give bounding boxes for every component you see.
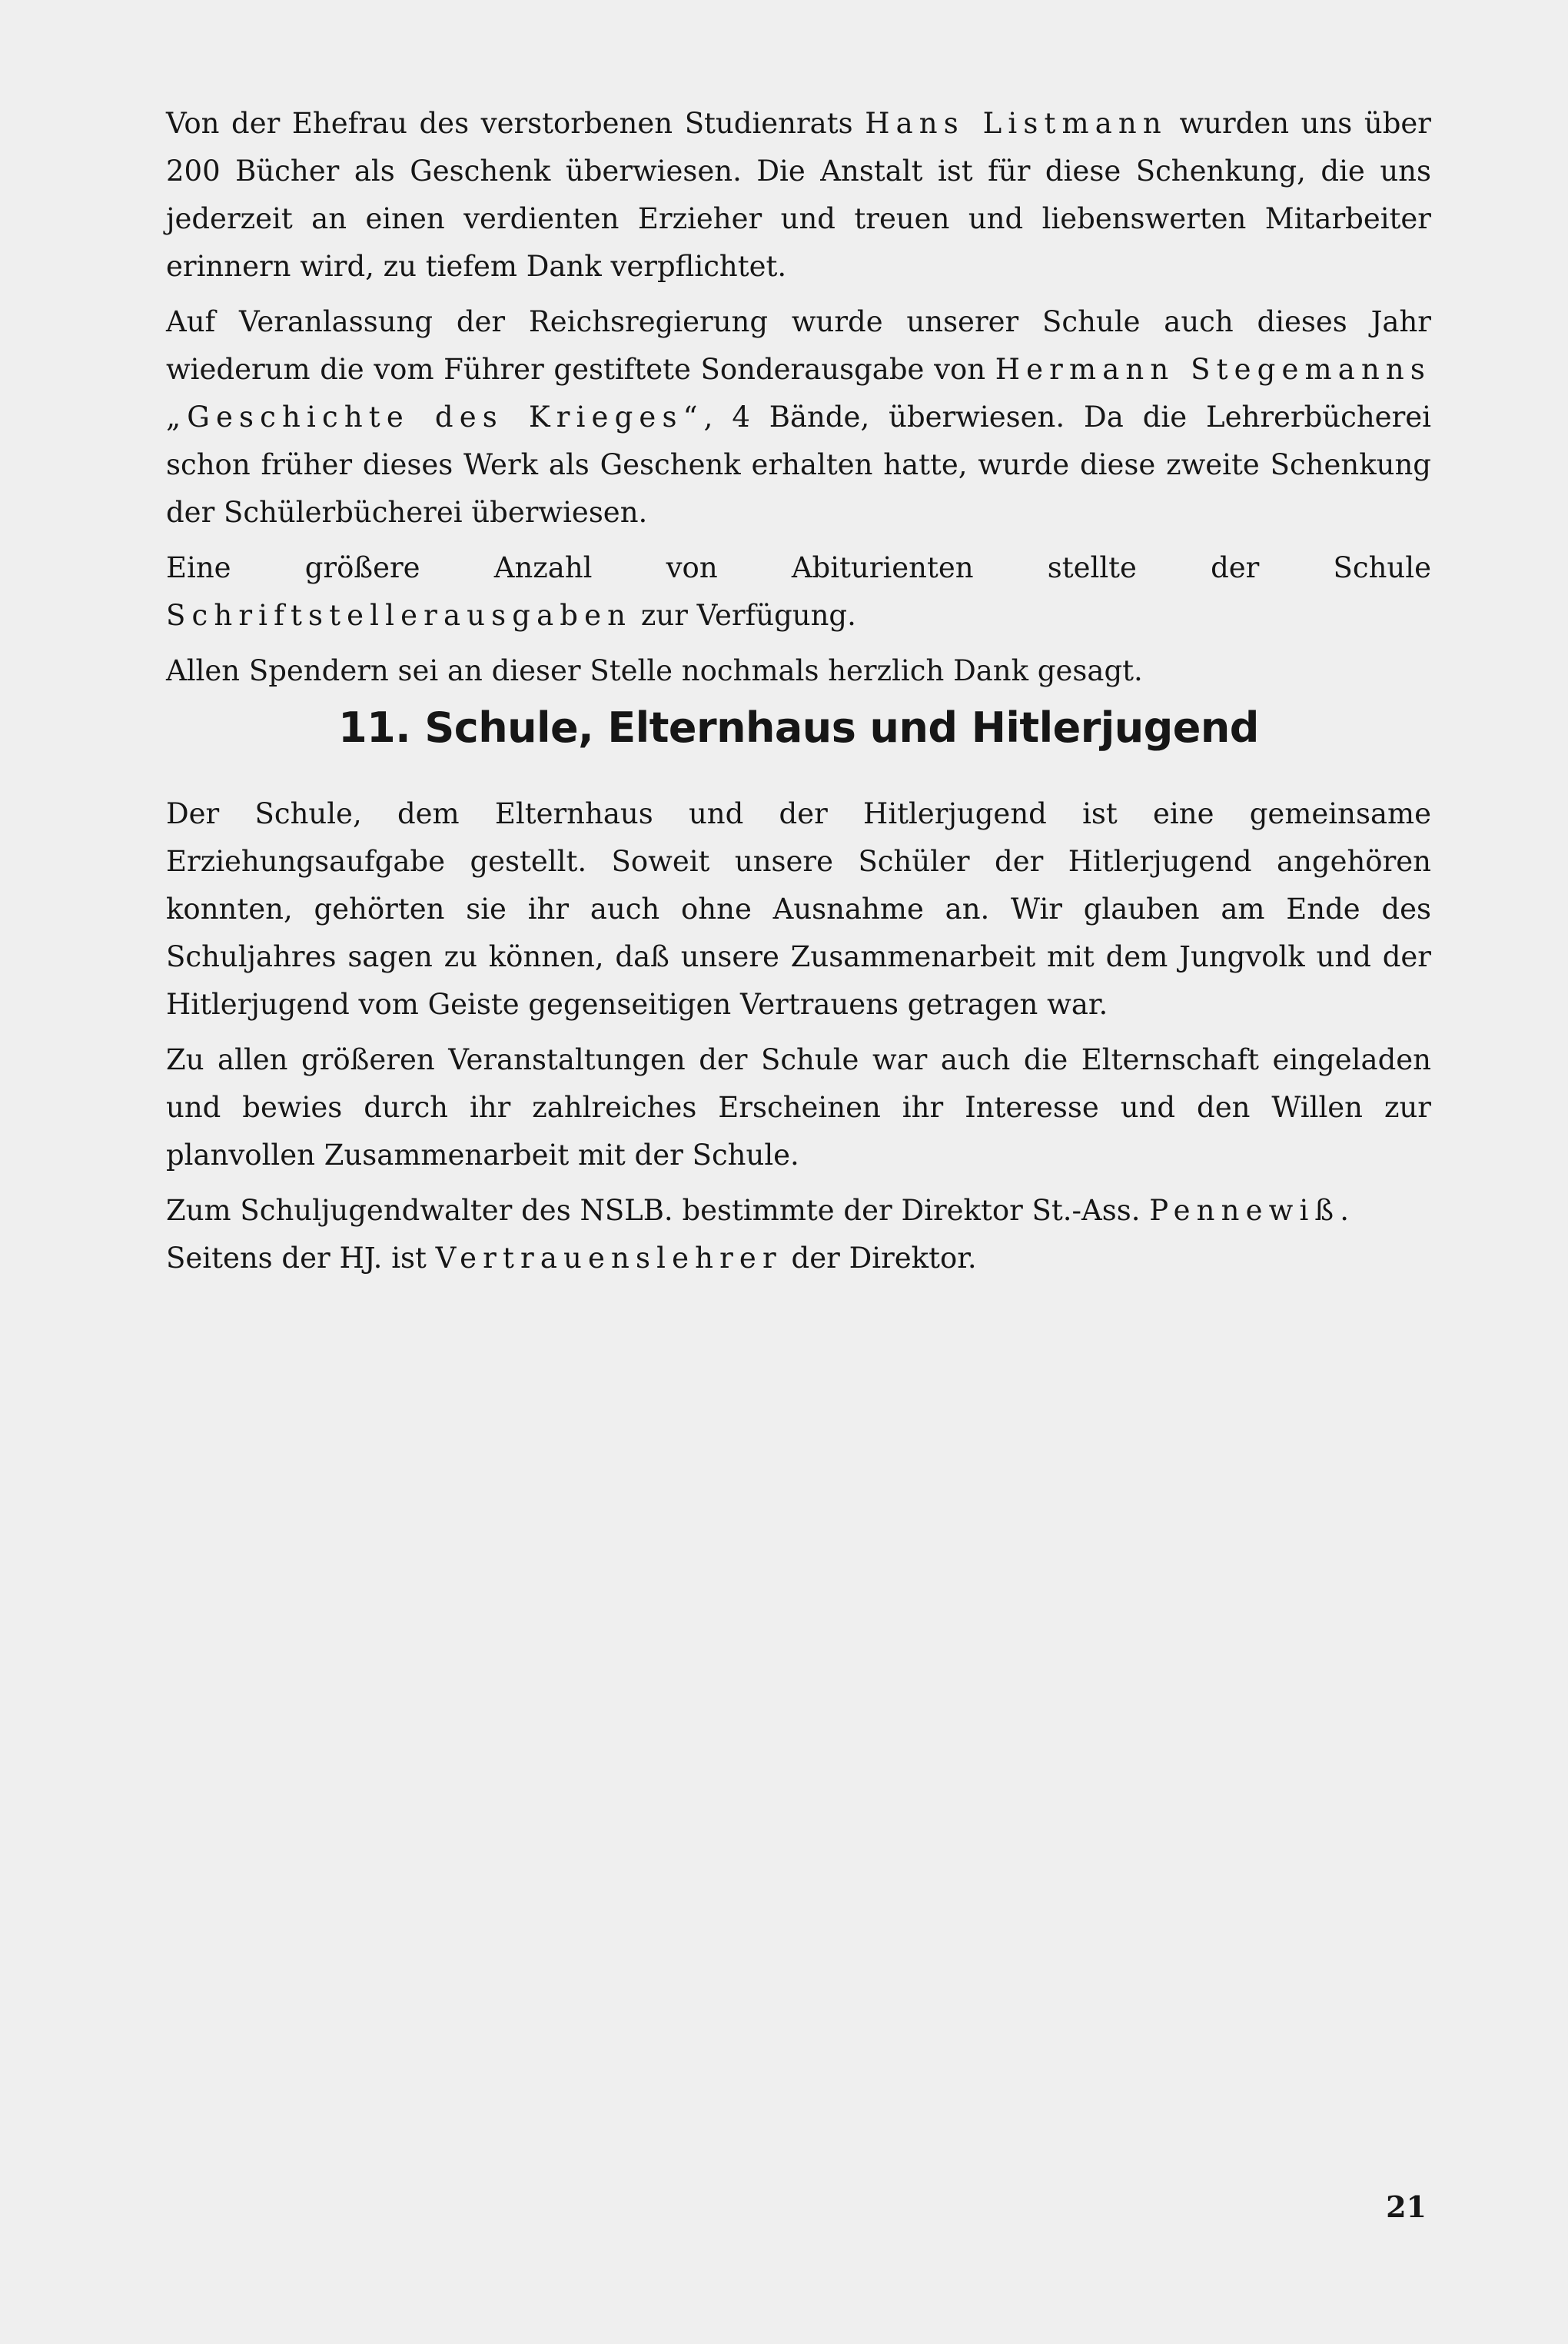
text-run: , 4 Bände, überwiesen. Da die Lehrerbücherei schon früher dieses Werk als Geschenk erhalten hatte, wurde diese zweite Schenkung der Schülerbücherei überwiesen. <box>166 401 1431 529</box>
section-heading: 11. Schule, Elternhaus und Hitlerjugend <box>338 703 1259 752</box>
paragraph-thanks: Allen Spendern sei an dieser Stelle nochmals herzlich Dank gesagt. <box>166 654 1143 687</box>
text-run: . <box>1340 1194 1350 1227</box>
text-run: wurden uns über 200 Bücher als Geschenk überwiesen. Die Anstalt ist für diese Schenkung, die uns jederzeit an einen verdienten Erzieher und treuen und liebenswerten Mitarbeiter erinnern wird, zu tiefem Dank verpflichtet. <box>166 107 1431 283</box>
paragraph-erziehungsaufgabe: Der Schule, dem Elternhaus und der Hitlerjugend ist eine gemeinsame Erziehungsaufgabe gestellt. Soweit unsere Schüler der Hitlerjugend angehören konnten, gehörten sie ihr auch ohne Ausnahme an. Wir glauben am Ende des Schuljahres sagen zu können, daß unsere Zusammenarbeit mit dem Jungvolk und der Hitlerjugend vom Geiste gegenseitigen Vertrauens getragen war. <box>166 797 1431 1021</box>
spaced-book-title: „Geschichte des Krieges“ <box>166 401 704 434</box>
paragraph-stegemann-donation <box>166 298 1431 537</box>
section-hitlerjugend <box>166 790 1431 1282</box>
paragraph-vertrauenslehrer <box>166 1235 1431 1282</box>
spaced-term-schriftstellerausgaben: Schriftstellerausgaben <box>166 599 633 632</box>
paragraph-schuljugendwalter <box>166 1187 1431 1235</box>
paragraph-abiturienten-donation <box>166 544 1431 640</box>
text-run: Seitens der HJ. ist <box>166 1242 436 1275</box>
paragraph-elternschaft: Zu allen größeren Veranstaltungen der Schule war auch die Elternschaft eingeladen und bewies durch ihr zahlreiches Erscheinen ihr Interesse und den Willen zur planvollen Zusammenarbeit mit der Schule. <box>166 1043 1431 1172</box>
text-run: Auf Veranlassung der Reichsregierung wurde unserer Schule auch dieses Jahr wiederum die vom Führer gestiftete Sonderausgabe von <box>166 305 1431 386</box>
text-run: Zum Schuljugendwalter des NSLB. bestimmte der Direktor St.-Ass. <box>166 1194 1150 1227</box>
paragraph-listmann-donation <box>166 100 1431 291</box>
text-run: Eine größere Anzahl von Abiturienten stellte der Schule <box>166 551 1431 584</box>
section-donations <box>166 100 1431 695</box>
text-run: zur Verfügung. <box>632 599 856 632</box>
spaced-name-stegemann: Hermann Stegemanns <box>995 353 1432 386</box>
spaced-name-pennewiss: Pennewiß <box>1149 1194 1340 1227</box>
page-number: 21 <box>1386 2189 1427 2224</box>
spaced-name-listmann: Hans Listmann <box>865 107 1168 140</box>
text-run: der Direktor. <box>782 1242 977 1275</box>
spaced-term-vertrauenslehrer: Vertrauenslehrer <box>435 1242 782 1275</box>
text-run: Von der Ehefrau des verstorbenen Studienrats <box>166 107 865 140</box>
